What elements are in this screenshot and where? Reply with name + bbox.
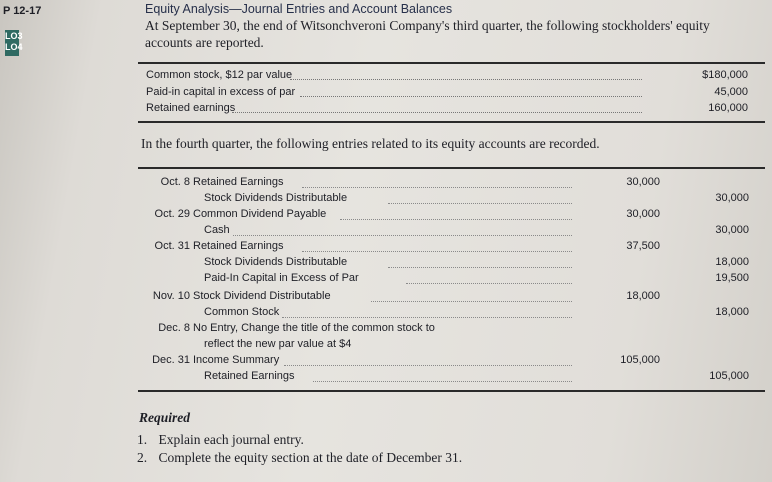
journal-account: Stock Dividends Distributable xyxy=(204,192,348,204)
dot-leader xyxy=(313,381,572,382)
journal-account: Stock Dividend Distributable xyxy=(193,290,331,302)
journal-row xyxy=(142,176,772,192)
journal-account: Common Dividend Payable xyxy=(193,208,327,220)
journal-credit: 30,000 xyxy=(715,224,749,236)
journal-account: Common Stock xyxy=(204,306,280,318)
journal-row xyxy=(142,322,772,338)
lo-badge-line-2: LO4 xyxy=(5,42,23,52)
table-top-rule xyxy=(138,62,765,64)
journal-row xyxy=(142,354,772,370)
required-item-text: Explain each journal entry. xyxy=(158,432,304,447)
dot-leader xyxy=(300,96,642,97)
equity-row-value: $180,000 xyxy=(702,69,748,81)
journal-debit: 30,000 xyxy=(626,208,660,220)
journal-account: Paid-In Capital in Excess of Par xyxy=(204,272,359,284)
journal-account: Retained Earnings xyxy=(204,370,295,382)
journal-credit: 18,000 xyxy=(715,306,749,318)
journal-account: Retained Earnings xyxy=(193,240,284,252)
lo-badge-line-1: LO3 xyxy=(5,31,23,41)
journal-account: Stock Dividends Distributable xyxy=(204,256,348,268)
journal-debit: 37,500 xyxy=(626,240,660,252)
dot-leader xyxy=(232,112,642,113)
journal-date: Dec. 8 xyxy=(158,322,190,334)
equity-row xyxy=(140,69,752,84)
journal-date: Dec. 31 xyxy=(152,354,190,366)
journal-row xyxy=(142,256,772,272)
required-item xyxy=(137,432,304,448)
equity-row-value: 160,000 xyxy=(708,102,748,114)
equity-row-label: Paid-in capital in excess of par xyxy=(146,86,296,98)
journal-date: Oct. 29 xyxy=(154,208,190,220)
journal-credit: 19,500 xyxy=(715,272,749,284)
journal-row xyxy=(142,224,772,240)
journal-credit: 105,000 xyxy=(709,370,749,382)
journal-account: reflect the new par value at $4 xyxy=(204,338,352,350)
dot-leader xyxy=(406,283,572,284)
dot-leader xyxy=(371,301,572,302)
dot-leader xyxy=(340,219,572,220)
equity-row-label: Retained earnings xyxy=(146,102,236,114)
journal-debit: 30,000 xyxy=(626,176,660,188)
problem-intro-text: At September 30, the end of Witsonchveroni Company's third quarter, the following stockholders' equity accounts are reported. xyxy=(145,18,710,50)
equity-row-label: Common stock, $12 par value xyxy=(146,69,293,81)
equity-row xyxy=(140,102,752,117)
journal-row xyxy=(142,306,772,322)
dot-leader xyxy=(284,365,572,366)
dot-leader xyxy=(282,317,572,318)
journal-row xyxy=(142,240,772,256)
equity-row-value: 45,000 xyxy=(714,86,748,98)
journal-row xyxy=(142,192,772,208)
table-bottom-rule xyxy=(138,121,765,123)
journal-account: No Entry, Change the title of the common stock to xyxy=(193,322,435,334)
fourth-quarter-text: In the fourth quarter, the following entries related to its equity accounts are recorded. xyxy=(141,136,600,151)
journal-date: Nov. 10 xyxy=(152,290,190,302)
dot-leader xyxy=(302,251,572,252)
required-item-number: 2. xyxy=(137,450,148,465)
journal-row xyxy=(142,338,772,354)
journal-date: Oct. 31 xyxy=(154,240,190,252)
required-item xyxy=(137,450,462,466)
journal-credit: 18,000 xyxy=(715,256,749,268)
journal-account: Retained Earnings xyxy=(193,176,284,188)
journal-row xyxy=(142,272,772,288)
dot-leader xyxy=(302,187,572,188)
required-item-text: Complete the equity section at the date of December 31. xyxy=(158,450,463,465)
equity-row xyxy=(140,86,752,101)
journal-account: Cash xyxy=(204,224,230,236)
journal-date: Oct. 8 xyxy=(160,176,190,188)
problem-title: Equity Analysis—Journal Entries and Account Balances xyxy=(145,2,453,16)
dot-leader xyxy=(233,235,572,236)
journal-top-rule xyxy=(138,167,765,169)
journal-row xyxy=(142,290,772,306)
dot-leader xyxy=(388,267,572,268)
journal-debit: 18,000 xyxy=(626,290,660,302)
journal-bottom-rule xyxy=(138,390,765,392)
required-item-number: 1. xyxy=(137,432,148,447)
dot-leader xyxy=(388,203,572,204)
journal-row xyxy=(142,370,772,386)
journal-row xyxy=(142,208,772,224)
dot-leader xyxy=(290,79,642,80)
journal-account: Income Summary xyxy=(193,354,280,366)
required-heading: Required xyxy=(139,410,191,425)
problem-number: P 12-17 xyxy=(3,5,42,17)
journal-credit: 30,000 xyxy=(715,192,749,204)
journal-debit: 105,000 xyxy=(620,354,660,366)
learning-objective-badge xyxy=(5,30,23,56)
